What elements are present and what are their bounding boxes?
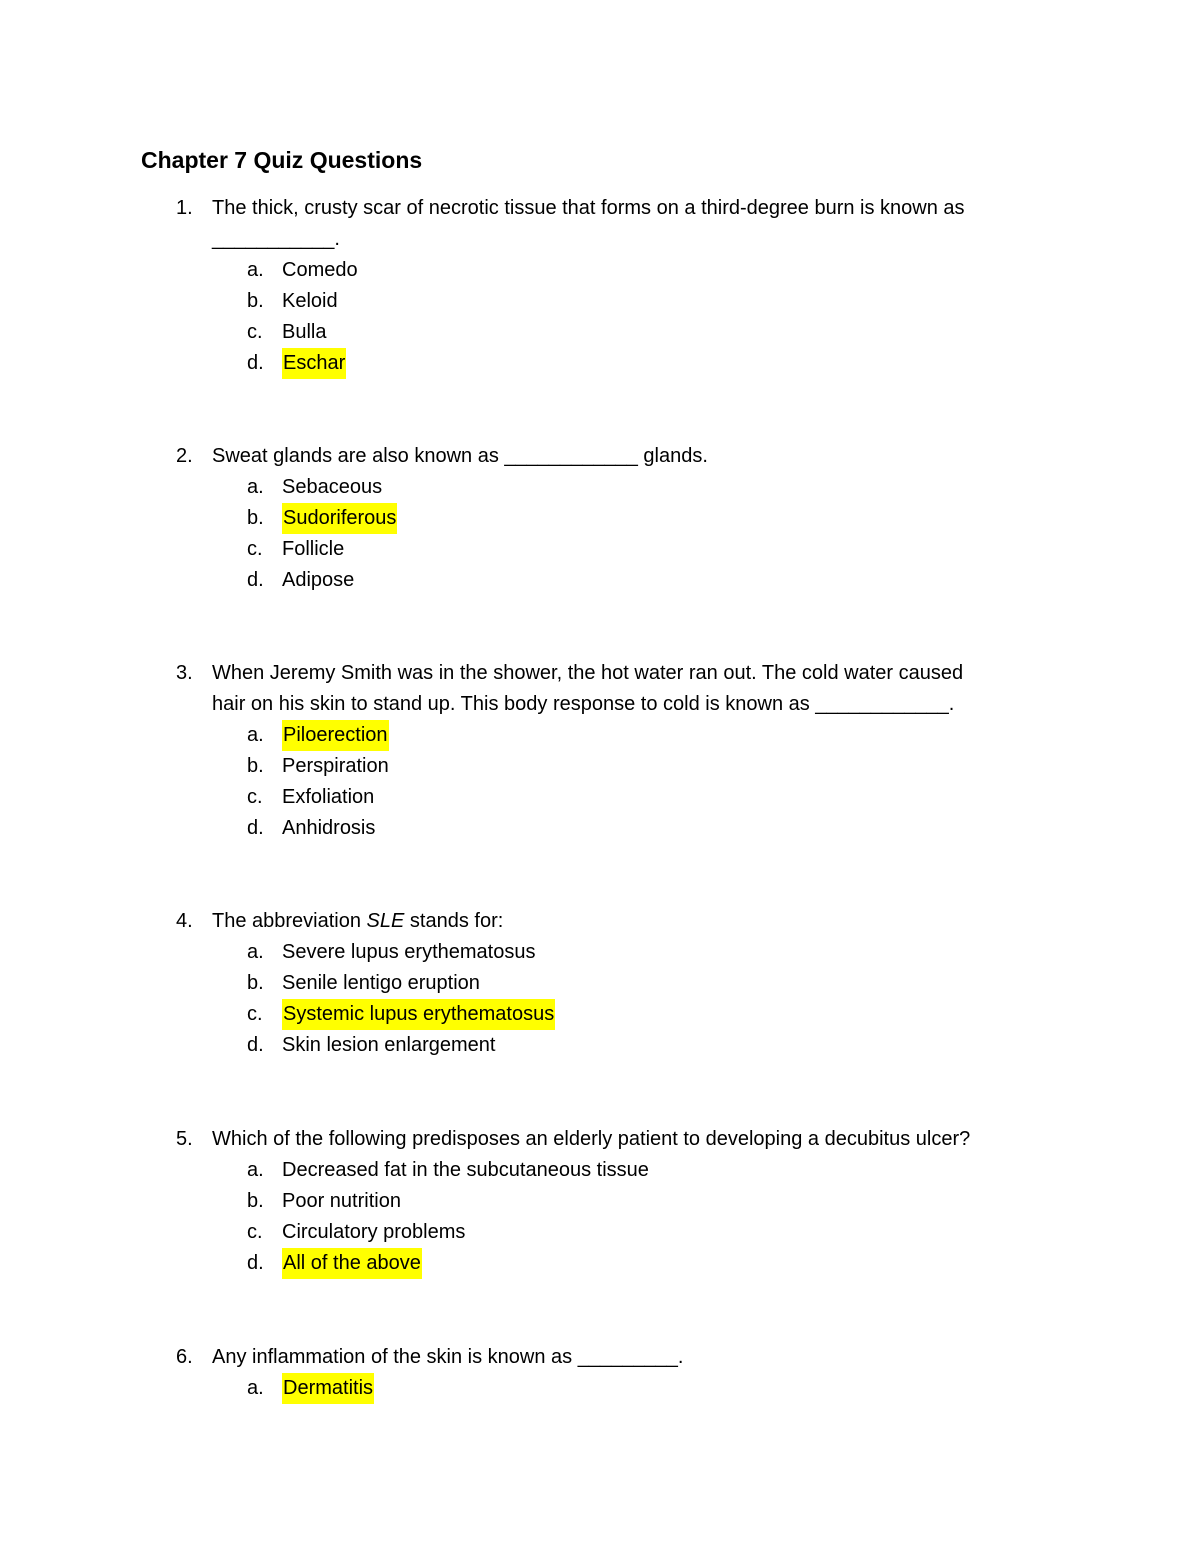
option-text: Poor nutrition [282,1190,401,1212]
option-letter: a. [247,259,264,281]
option-letter: a. [247,476,264,498]
option-text-highlighted: Systemic lupus erythematosus [282,999,555,1030]
question-number: 4. [176,910,193,932]
question-text [212,906,503,937]
question-4 [176,906,1056,1061]
answer-option-correct [176,1373,1056,1404]
option-letter: a. [247,941,264,963]
option-letter: c. [247,786,263,808]
option-text: Skin lesion enlargement [282,1034,496,1056]
option-letter: a. [247,1377,264,1399]
option-text: Follicle [282,538,345,560]
option-text: Anhidrosis [282,817,376,839]
question-line [176,224,1056,255]
question-number: 5. [176,1128,193,1150]
option-letter: b. [247,1190,264,1212]
option-letter: d. [247,1034,264,1056]
option-letter: c. [247,1003,263,1025]
question-line [176,658,1056,689]
option-text: Bulla [282,321,327,343]
answer-option [176,751,1056,782]
option-text-highlighted: Sudoriferous [282,503,397,534]
question-number: 6. [176,1346,193,1368]
option-letter: b. [247,755,264,777]
option-letter: d. [247,352,264,374]
answer-option [176,565,1056,596]
abbreviation-italic: SLE [366,910,405,932]
question-3 [176,658,1056,844]
answer-option-correct [176,999,1056,1030]
question-number: 3. [176,662,193,684]
page-title: Chapter 7 Quiz Questions [141,147,423,173]
option-text: Perspiration [282,755,389,777]
question-line [176,906,1056,937]
option-letter: b. [247,507,264,529]
answer-option [176,937,1056,968]
answer-option-correct [176,503,1056,534]
option-text: Circulatory problems [282,1221,466,1243]
option-text-highlighted: Eschar [282,348,346,379]
question-text-prefix: The abbreviation [212,910,367,932]
question-text: Which of the following predisposes an elderly patient to developing a decubitus ulcer? [212,1128,971,1150]
option-text: Sebaceous [282,476,383,498]
question-line [176,1124,1056,1155]
answer-option [176,968,1056,999]
option-text-highlighted: Dermatitis [282,1373,374,1404]
option-text: Exfoliation [282,786,375,808]
question-text: Sweat glands are also known as ____________ glands. [212,445,708,467]
answer-option [176,317,1056,348]
option-text-highlighted: All of the above [282,1248,422,1279]
option-letter: c. [247,1221,263,1243]
answer-option [176,782,1056,813]
option-text: Senile lentigo eruption [282,972,480,994]
question-number: 1. [176,197,193,219]
answer-option-correct [176,1248,1056,1279]
option-letter: b. [247,972,264,994]
question-2 [176,441,1056,596]
option-text-highlighted: Piloerection [282,720,389,751]
answer-option [176,255,1056,286]
answer-option-correct [176,348,1056,379]
question-text: hair on his skin to stand up. This body response to cold is known as ____________. [212,693,955,715]
question-text-suffix: stands for: [404,910,504,932]
answer-option [176,1217,1056,1248]
answer-option [176,813,1056,844]
option-text: Keloid [282,290,338,312]
option-letter: d. [247,569,264,591]
option-letter: b. [247,290,264,312]
option-letter: c. [247,321,263,343]
answer-option [176,1155,1056,1186]
option-letter: d. [247,817,264,839]
option-text: Severe lupus erythematosus [282,941,536,963]
answer-option [176,534,1056,565]
question-text: When Jeremy Smith was in the shower, the hot water ran out. The cold water caused [212,662,964,684]
option-text: Decreased fat in the subcutaneous tissue [282,1159,649,1181]
question-line [176,1342,1056,1373]
option-letter: a. [247,1159,264,1181]
question-line [176,193,1056,224]
question-text: The thick, crusty scar of necrotic tissue that forms on a third-degree burn is known as [212,197,965,219]
option-letter: d. [247,1252,264,1274]
answer-option [176,1030,1056,1061]
option-text: Adipose [282,569,355,591]
question-5 [176,1124,1056,1279]
question-line [176,689,1056,720]
question-6 [176,1342,1056,1404]
question-number: 2. [176,445,193,467]
answer-option [176,472,1056,503]
answer-option-correct [176,720,1056,751]
question-line [176,441,1056,472]
question-text: ___________. [212,228,340,250]
question-1 [176,193,1056,379]
answer-option [176,1186,1056,1217]
option-text: Comedo [282,259,358,281]
question-text: Any inflammation of the skin is known as _________. [212,1346,684,1368]
option-letter: a. [247,724,264,746]
option-letter: c. [247,538,263,560]
answer-option [176,286,1056,317]
